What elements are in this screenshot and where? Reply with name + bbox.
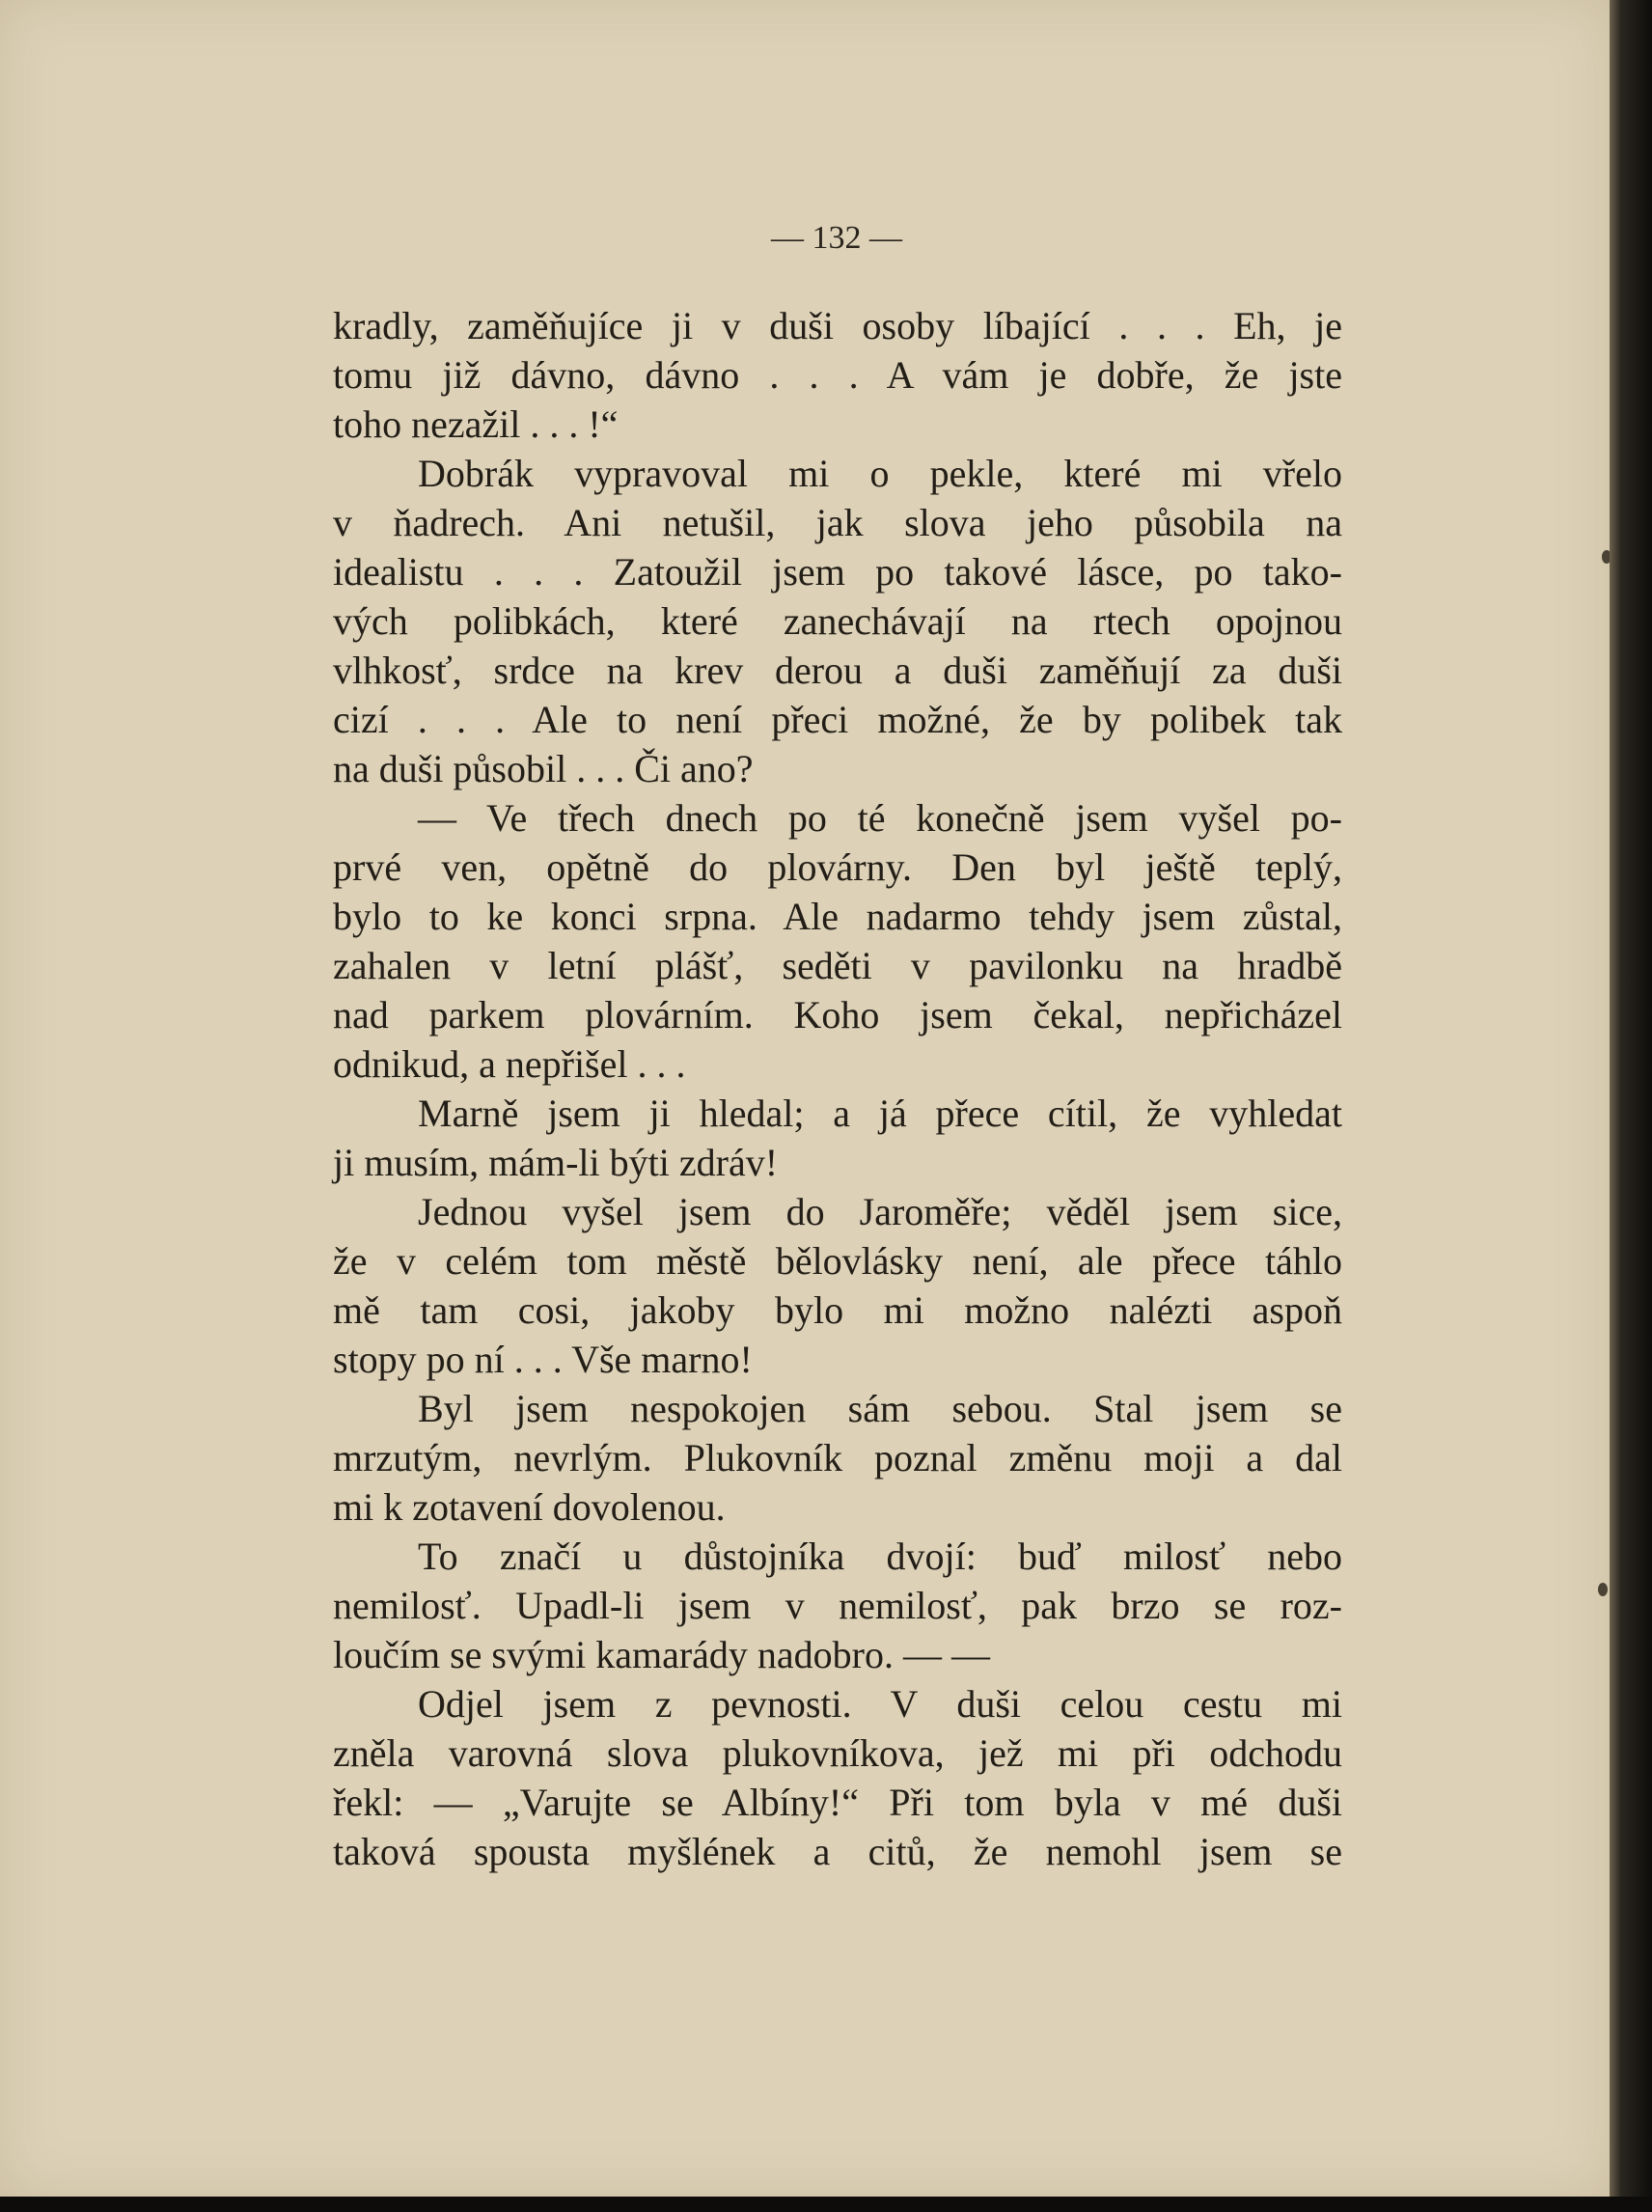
- text-line: Dobrák vypravoval mi o pekle, které mi vřelo: [418, 452, 1342, 495]
- scan-bottom-edge: [0, 2197, 1652, 2212]
- text-line: toho nezažil . . . !“: [333, 402, 619, 446]
- text-line: řekl: — „Varujte se Albíny!“ Při tom byla v mé duši: [333, 1781, 1342, 1824]
- text-line: kradly, zaměňujíce ji v duši osoby líbající . . . Eh, je: [333, 304, 1342, 347]
- text-line: vých polibkách, které zanechávají na rtech opojnou: [333, 599, 1342, 643]
- text-line: mě tam cosi, jakoby bylo mi možno nalézti aspoň: [333, 1288, 1342, 1332]
- text-line: taková spousta myšlének a citů, že nemohl jsem se: [333, 1830, 1342, 1873]
- text-line: bylo to ke konci srpna. Ale nadarmo tehdy jsem zůstal,: [333, 895, 1342, 938]
- text-line: nad parkem plovárním. Koho jsem čekal, nepřicházel: [333, 993, 1342, 1037]
- text-line: ji musím, mám-li býti zdráv!: [333, 1141, 779, 1184]
- book-binding-edge: [1610, 0, 1652, 2212]
- text-line: na duši působil . . . Či ano?: [333, 747, 754, 790]
- text-line: cizí . . . Ale to není přeci možné, že by polibek tak: [333, 698, 1342, 741]
- binding-speck: [1598, 1583, 1608, 1596]
- text-line: v ňadrech. Ani netušil, jak slova jeho působila na: [333, 501, 1342, 544]
- text-line: loučím se svými kamarády nadobro. — —: [333, 1633, 990, 1676]
- text-line: že v celém tom městě bělovlásky není, ale přece táhlo: [333, 1239, 1342, 1283]
- page-number: — 132 —: [771, 220, 902, 256]
- text-line: zněla varovná slova plukovníkova, jež mi při odchodu: [333, 1731, 1342, 1775]
- text-line: odnikud, a nepřišel . . .: [333, 1042, 686, 1086]
- text-line: prvé ven, opětně do plovárny. Den byl ještě teplý,: [333, 845, 1342, 889]
- text-line: nemilosť. Upadl-li jsem v nemilosť, pak brzo se roz-: [333, 1584, 1342, 1627]
- text-line: vlhkosť, srdce na krev derou a duši zaměňují za duši: [333, 649, 1342, 692]
- text-line: — Ve třech dnech po té konečně jsem vyšel po-: [418, 796, 1342, 840]
- text-line: stopy po ní . . . Vše marno!: [333, 1338, 753, 1381]
- text-line: Odjel jsem z pevnosti. V duši celou cestu mi: [418, 1682, 1342, 1726]
- text-line: Marně jsem ji hledal; a já přece cítil, že vyhledat: [418, 1092, 1342, 1135]
- text-line: zahalen v letní plášť, seděti v pavilonku na hradbě: [333, 944, 1342, 987]
- text-line: Jednou vyšel jsem do Jaroměře; věděl jsem sice,: [418, 1190, 1342, 1233]
- text-line: tomu již dávno, dávno . . . A vám je dobře, že jste: [333, 353, 1342, 397]
- text-line: Byl jsem nespokojen sám sebou. Stal jsem se: [418, 1387, 1342, 1430]
- page-text: [333, 301, 1342, 1876]
- text-line: mi k zotavení dovolenou.: [333, 1485, 726, 1529]
- text-line: To značí u důstojníka dvojí: buď milosť nebo: [418, 1535, 1342, 1578]
- text-line: mrzutým, nevrlým. Plukovník poznal změnu moji a dal: [333, 1436, 1342, 1479]
- text-line: idealistu . . . Zatoužil jsem po takové lásce, po tako-: [333, 550, 1342, 594]
